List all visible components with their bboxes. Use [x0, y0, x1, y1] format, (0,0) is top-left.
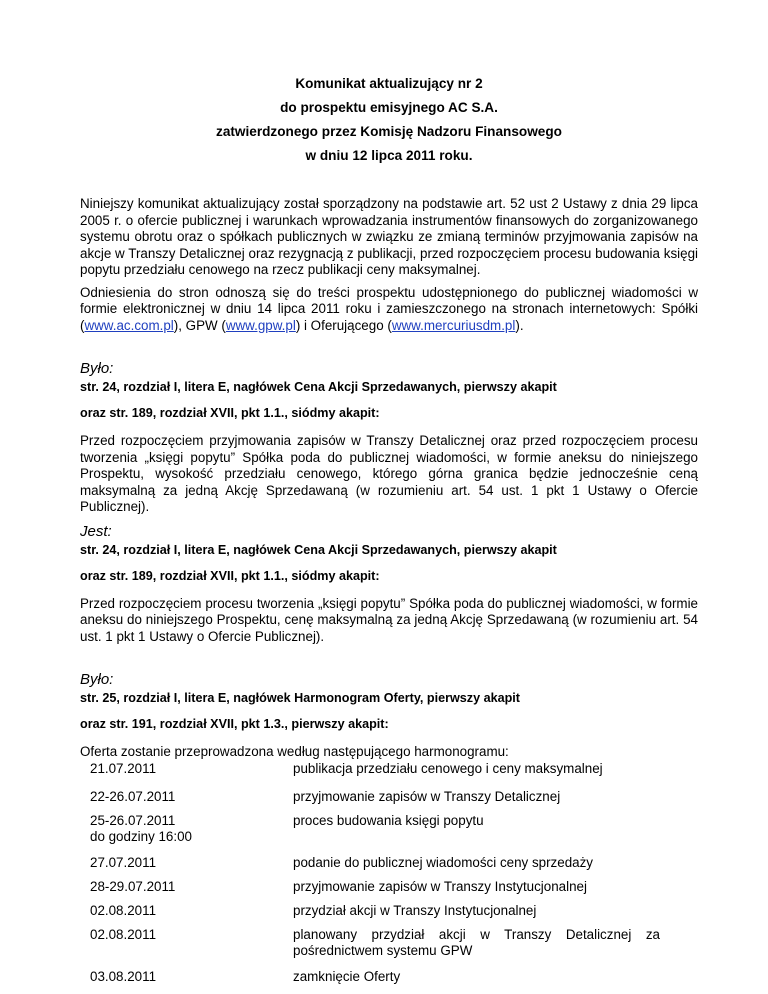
title-line-1: Komunikat aktualizujący nr 2: [295, 76, 483, 91]
is-heading-1: Jest:: [80, 522, 112, 540]
is-reference-1b: oraz str. 189, rozdział XVII, pkt 1.1., siódmy akapit:: [80, 568, 380, 583]
schedule-date: 28-29.07.2011: [90, 878, 176, 894]
schedule-date: 27.07.2011: [90, 854, 157, 870]
schedule-date-line: 25-26.07.2011: [90, 812, 176, 828]
schedule-date: 21.07.2011: [90, 760, 157, 776]
schedule-date: 02.08.2011: [90, 902, 157, 918]
schedule-date: [80, 813, 293, 855]
schedule-date: 22-26.07.2011: [90, 788, 176, 804]
references-text-c: ) i Oferującego (: [295, 317, 392, 333]
schedule-row: [80, 789, 660, 813]
schedule-event: przyjmowanie zapisów w Transzy Instytucjonalnej: [293, 878, 587, 894]
intro-paragraph: Niniejszy komunikat aktualizujący został sporządzony na podstawie art. 52 ust 2 Ustawy z dnia 29 lipca 2005 r. o ofercie publicznej i warunkach wprowadzania instrumentów finansowych do zorganizowanego systemu obrotu oraz o spółkach publicznych w związku ze zmianą terminów przyjmowania zapisów na akcje w Transzy Detalicznej oraz rezygnacją z publikacji, przed rozpoczęciem procesu budowania księgi popytu przedziału cenowego na rzecz publikacji ceny maksymalnej.: [80, 196, 698, 277]
schedule-row: [80, 969, 660, 989]
schedule-row: [80, 855, 660, 879]
references-text-b: ), GPW (: [173, 317, 226, 333]
link-gpw[interactable]: www.gpw.pl: [225, 317, 296, 333]
schedule-event: planowany przydział akcji w Transzy Detalicznej za pośrednictwem systemu GPW: [293, 926, 660, 958]
title-line-4: w dniu 12 lipca 2011 roku.: [305, 148, 473, 163]
schedule-event: publikacja przedziału cenowego i ceny maksymalnej: [293, 760, 603, 776]
is-text-1: Przed rozpoczęciem procesu tworzenia „księgi popytu” Spółka poda do publicznej wiadomości, w formie aneksu do niniejszego Prospektu, cenę maksymalną za jedną Akcję Sprzedawaną (w rozumieniu art. 54 ust. 1 pkt 1 Ustawy o Ofercie Publicznej).: [80, 595, 698, 644]
document-title: [80, 72, 698, 168]
schedule-date-time: do godziny 16:00: [90, 828, 192, 844]
references-text-a: Odniesienia do stron odnoszą się do treści prospektu udostępnionego do publicznej wiadomości w formie elektronicznej w dniu 14 lipca 2011 roku i zamieszczonego na stronach internetowych: Spółki (: [80, 284, 698, 333]
title-line-2: do prospektu emisyjnego AC S.A.: [280, 100, 498, 115]
was-reference-2b: oraz str. 191, rozdział XVII, pkt 1.3., pierwszy akapit:: [80, 717, 389, 731]
schedule-row: [80, 879, 660, 903]
link-mercurius[interactable]: www.mercuriusdm.pl: [391, 317, 516, 333]
schedule-row: [80, 761, 660, 789]
was-heading-2: Było:: [80, 671, 114, 688]
document-page: [80, 72, 698, 989]
schedule-intro: Oferta zostanie przeprowadzona według następującego harmonogramu:: [80, 744, 509, 759]
is-reference-1a: str. 24, rozdział I, litera E, nagłówek Cena Akcji Sprzedawanych, pierwszy akapit: [80, 542, 557, 557]
title-line-3: zatwierdzonego przez Komisję Nadzoru Finansowego: [216, 124, 562, 139]
schedule-row: [80, 927, 660, 969]
was-reference-2a: str. 25, rozdział I, litera E, nagłówek Harmonogram Oferty, pierwszy akapit: [80, 691, 520, 705]
references-text-d: ).: [515, 317, 524, 333]
schedule-table: [80, 761, 660, 989]
was-reference-1b: oraz str. 189, rozdział XVII, pkt 1.1., siódmy akapit:: [80, 406, 380, 420]
schedule-event: podanie do publicznej wiadomości ceny sprzedaży: [293, 854, 593, 870]
was-text-1: Przed rozpoczęciem przyjmowania zapisów w Transzy Detalicznej oraz przed rozpoczęciem procesu tworzenia „księgi popytu” Spółka poda do publicznej wiadomości, w formie aneksu do niniejszego Prospektu, wysokość przedziału cenowego, którego górna granica będzie jednocześnie ceną maksymalną za jedną Akcję Sprzedawaną (w rozumieniu art. 54 ust. 1 pkt 1 Ustawy o Ofercie Publicznej).: [80, 433, 698, 514]
was-heading-1: Było:: [80, 360, 114, 377]
schedule-date: 02.08.2011: [90, 926, 157, 942]
schedule-event: zamknięcie Oferty: [293, 968, 401, 984]
schedule-row: [80, 903, 660, 927]
references-paragraph: [80, 285, 698, 335]
schedule-row: [80, 813, 660, 855]
schedule-event: proces budowania księgi popytu: [293, 812, 484, 828]
schedule-event: przydział akcji w Transzy Instytucjonalnej: [293, 902, 537, 918]
link-ac[interactable]: www.ac.com.pl: [84, 317, 174, 333]
schedule-event: przyjmowanie zapisów w Transzy Detalicznej: [293, 788, 561, 804]
was-reference-1a: str. 24, rozdział I, litera E, nagłówek Cena Akcji Sprzedawanych, pierwszy akapit: [80, 380, 557, 394]
schedule-date: 03.08.2011: [90, 968, 157, 984]
